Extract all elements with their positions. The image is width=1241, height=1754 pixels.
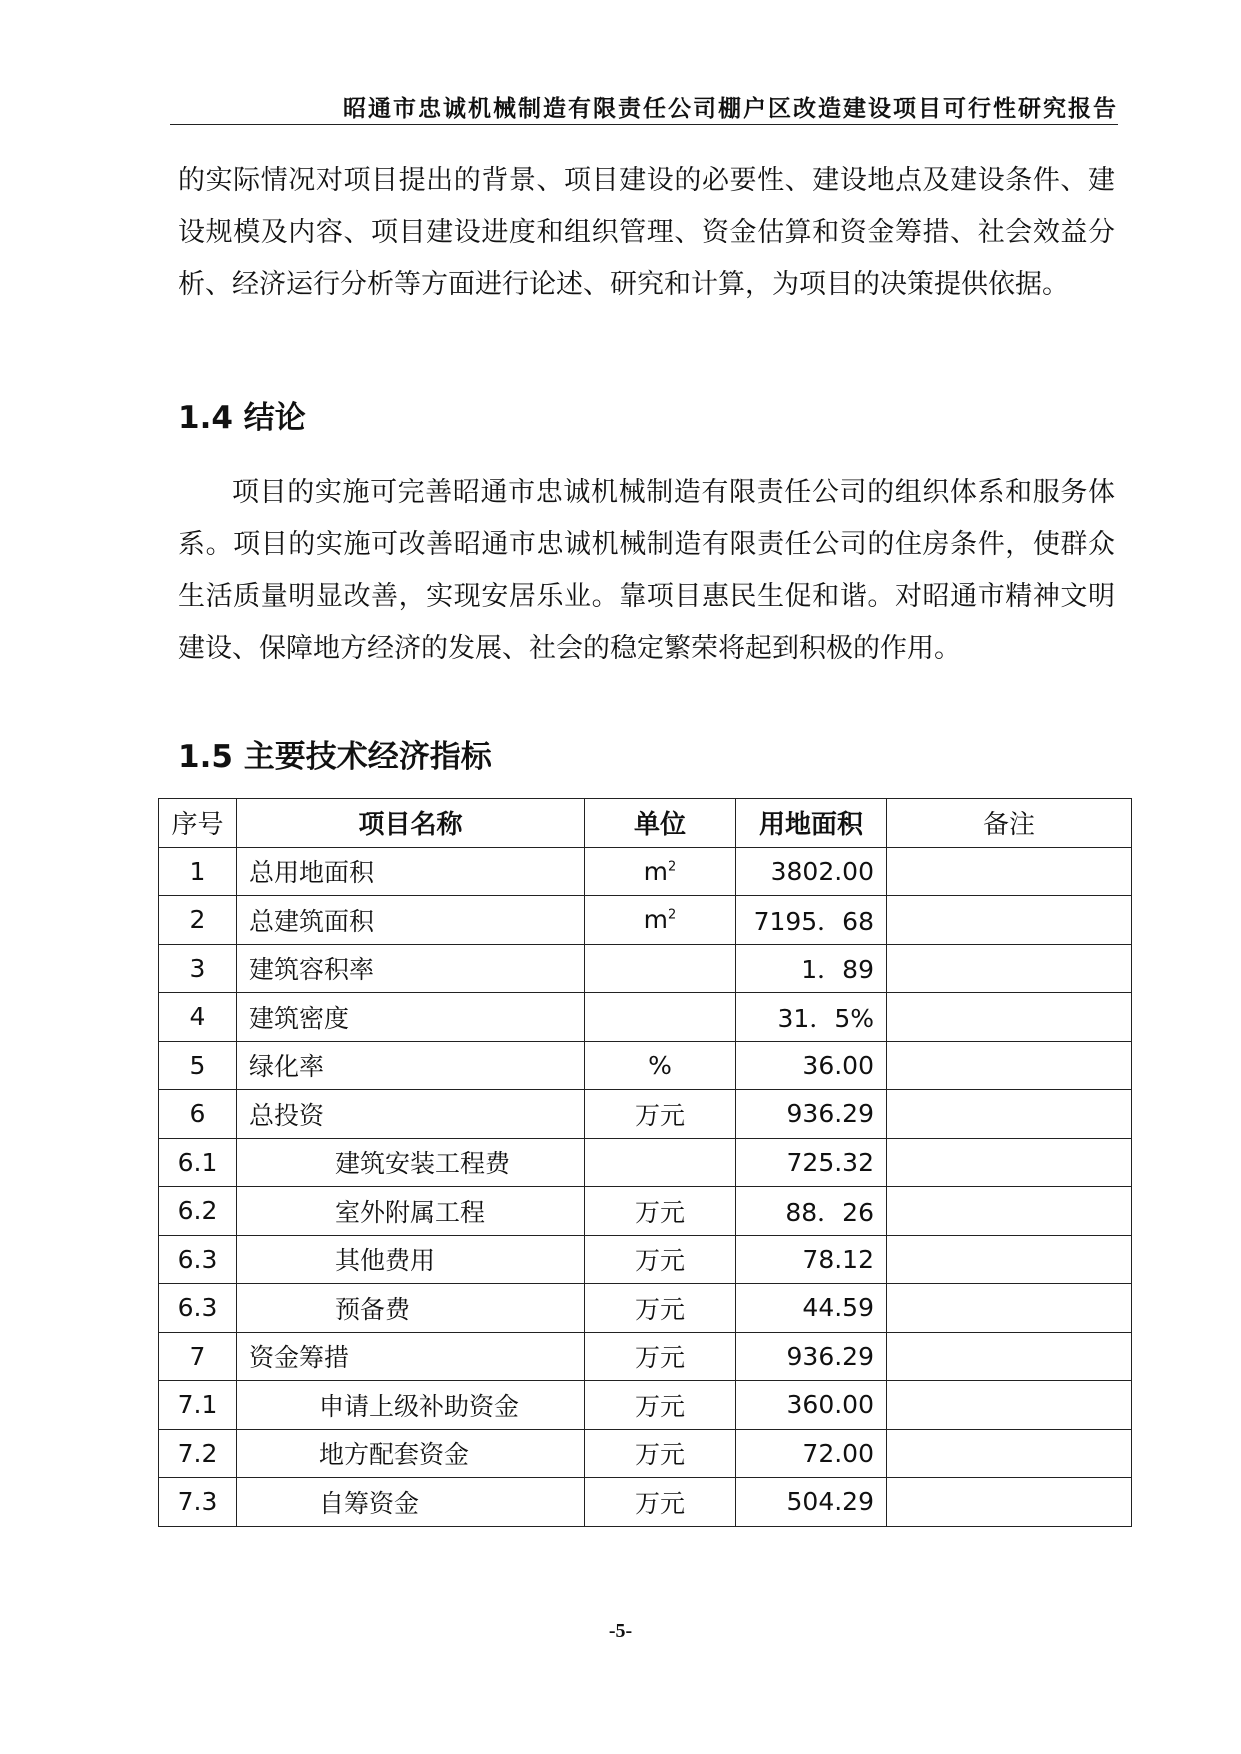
- row-unit: 万元: [585, 1429, 736, 1478]
- row-seq: 5: [159, 1041, 237, 1090]
- table-row: [159, 1187, 1132, 1236]
- row-item-name: 总建筑面积: [237, 896, 585, 945]
- row-seq: 7.3: [159, 1478, 237, 1527]
- row-remarks: [887, 1090, 1132, 1139]
- row-remarks: [887, 1138, 1132, 1187]
- row-unit: [585, 1138, 736, 1187]
- row-remarks: [887, 1187, 1132, 1236]
- row-seq: 6.3: [159, 1235, 237, 1284]
- row-remarks: [887, 1429, 1132, 1478]
- row-seq: 6: [159, 1090, 237, 1139]
- table-row: [159, 1090, 1132, 1139]
- page-header-title: 昭通市忠诚机械制造有限责任公司棚户区改造建设项目可行性研究报告: [343, 96, 1118, 122]
- table-header-row: [159, 799, 1132, 848]
- row-remarks: [887, 1235, 1132, 1284]
- unit-base: m: [643, 856, 669, 886]
- row-value: 88．26: [736, 1187, 887, 1236]
- row-unit: 万元: [585, 1284, 736, 1333]
- header-seq: 序号: [159, 799, 237, 848]
- row-seq: 7: [159, 1332, 237, 1381]
- row-unit: [585, 847, 736, 896]
- row-value: 7195．68: [736, 896, 887, 945]
- row-value: 725.32: [736, 1138, 887, 1187]
- row-unit: 万元: [585, 1332, 736, 1381]
- header-remarks: 备注: [887, 799, 1132, 848]
- row-remarks: [887, 896, 1132, 945]
- header-unit: 单位: [585, 799, 736, 848]
- row-value: 36.00: [736, 1041, 887, 1090]
- row-item-name: 总用地面积: [237, 847, 585, 896]
- table-row: [159, 1235, 1132, 1284]
- row-item-name: 预备费: [237, 1284, 585, 1333]
- row-remarks: [887, 1332, 1132, 1381]
- row-item-name: 建筑密度: [237, 993, 585, 1042]
- row-seq: 7.1: [159, 1381, 237, 1430]
- table-row: [159, 993, 1132, 1042]
- header-land-area: 用地面积: [736, 799, 887, 848]
- row-seq: 4: [159, 993, 237, 1042]
- row-remarks: [887, 944, 1132, 993]
- row-value: 72.00: [736, 1429, 887, 1478]
- row-value: 78.12: [736, 1235, 887, 1284]
- row-item-name: 建筑安装工程费: [237, 1138, 585, 1187]
- table-row: [159, 1284, 1132, 1333]
- row-unit: 万元: [585, 1090, 736, 1139]
- row-value: 1．89: [736, 944, 887, 993]
- row-unit: %: [585, 1041, 736, 1090]
- intro-paragraph: 的实际情况对项目提出的背景、项目建设的必要性、建设地点及建设条件、建设规模及内容、项目建设进度和组织管理、资金估算和资金筹措、社会效益分析、经济运行分析等方面进行论述、研究和计算，为项目的决策提供依据。: [178, 165, 1115, 300]
- row-remarks: [887, 1381, 1132, 1430]
- row-seq: 3: [159, 944, 237, 993]
- table-row: [159, 1429, 1132, 1478]
- row-seq: 1: [159, 847, 237, 896]
- row-unit: 万元: [585, 1235, 736, 1284]
- row-item-name: 室外附属工程: [237, 1187, 585, 1236]
- row-seq: 6.3: [159, 1284, 237, 1333]
- row-value: 31．5%: [736, 993, 887, 1042]
- row-value: 3802.00: [736, 847, 887, 896]
- row-unit: [585, 993, 736, 1042]
- row-remarks: [887, 847, 1132, 896]
- table-row: [159, 1041, 1132, 1090]
- row-remarks: [887, 1284, 1132, 1333]
- row-unit: [585, 944, 736, 993]
- table-row: [159, 896, 1132, 945]
- row-value: 360.00: [736, 1381, 887, 1430]
- row-remarks: [887, 993, 1132, 1042]
- row-item-name: 申请上级补助资金: [237, 1381, 585, 1430]
- table-row: [159, 1381, 1132, 1430]
- conclusion-paragraph: 项目的实施可完善昭通市忠诚机械制造有限责任公司的组织体系和服务体系。项目的实施可改善昭通市忠诚机械制造有限责任公司的住房条件，使群众生活质量明显改善，实现安居乐业。靠项目惠民生促和谐。对昭通市精神文明建设、保障地方经济的发展、社会的稳定繁荣将起到积极的作用。: [178, 477, 1115, 664]
- row-seq: 7.2: [159, 1429, 237, 1478]
- row-item-name: 资金筹措: [237, 1332, 585, 1381]
- table-row: [159, 1478, 1132, 1527]
- header-item-name: 项目名称: [237, 799, 585, 848]
- row-seq: 6.2: [159, 1187, 237, 1236]
- row-item-name: 总投资: [237, 1090, 585, 1139]
- row-item-name: 其他费用: [237, 1235, 585, 1284]
- row-value: 936.29: [736, 1090, 887, 1139]
- row-value: 504.29: [736, 1478, 887, 1527]
- technical-economic-indicators-table: [158, 798, 1132, 1527]
- row-item-name: 自筹资金: [237, 1478, 585, 1527]
- section-heading-indicators: 1.5 主要技术经济指标: [178, 739, 492, 775]
- row-item-name: 建筑容积率: [237, 944, 585, 993]
- row-unit: 万元: [585, 1187, 736, 1236]
- row-item-name: 绿化率: [237, 1041, 585, 1090]
- table-row: [159, 1332, 1132, 1381]
- row-item-name: 地方配套资金: [237, 1429, 585, 1478]
- table-row: [159, 1138, 1132, 1187]
- row-remarks: [887, 1041, 1132, 1090]
- row-unit: 万元: [585, 1381, 736, 1430]
- row-seq: 6.1: [159, 1138, 237, 1187]
- unit-base: m: [643, 905, 669, 935]
- header-divider: [170, 124, 1118, 125]
- row-value: 44.59: [736, 1284, 887, 1333]
- row-unit: 万元: [585, 1478, 736, 1527]
- table-row: [159, 847, 1132, 896]
- row-unit: [585, 896, 736, 945]
- table-row: [159, 944, 1132, 993]
- row-remarks: [887, 1478, 1132, 1527]
- unit-superscript: 2: [668, 907, 677, 923]
- page-number: -5-: [608, 1620, 633, 1642]
- section-heading-conclusion: 1.4 结论: [178, 400, 306, 436]
- row-value: 936.29: [736, 1332, 887, 1381]
- unit-superscript: 2: [668, 859, 677, 875]
- row-seq: 2: [159, 896, 237, 945]
